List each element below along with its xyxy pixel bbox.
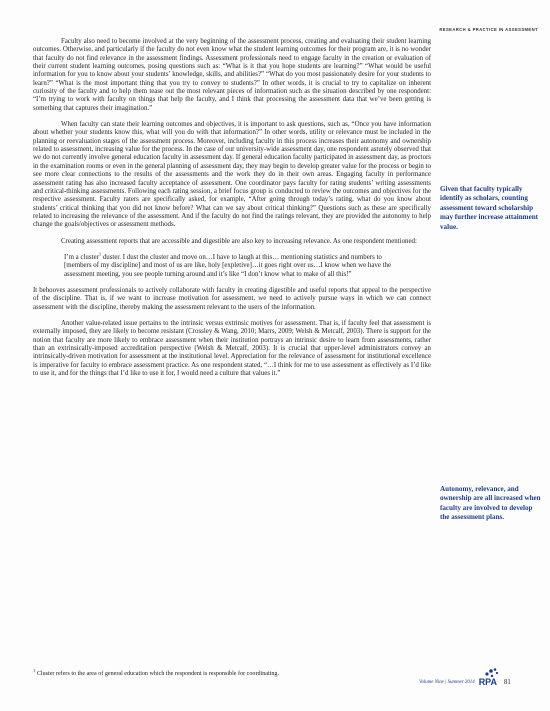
issue-label: Volume Nine | Summer 2014 bbox=[419, 679, 475, 685]
running-head: RESEARCH & PRACTICE IN ASSESSMENT bbox=[439, 27, 538, 32]
page-number: 81 bbox=[504, 678, 511, 686]
pull-quote-scholarship: Given that faculty typically identify as scholars, counting assessment toward scholarship may further increase attainment value. bbox=[440, 185, 539, 231]
footnote bbox=[33, 668, 423, 678]
paragraph-2: When faculty can state their learning outcomes and objectives, it is important to ask questions, such as, “Once you have information about whether your students know this, what will you do with that information?” In other words, utility or relevance must be included in the planning or reevaluation stages of the assessment process. Moreover, including faculty in this process increases their autonomy and ownership related to assessment, increasing value for the process. In the case of our university-wide assessment day, one respondent astutely observed that we do not currently involve general education faculty in assessment day. If general education faculty participated in assessment day, as proctors in the examination rooms or even in the general planning of assessment day, they may begin to develop greater value for the process or begin to see more clear connections to the results of the assessments and the work they do in their own areas. Engaging faculty in performance assessment rating has also increased faculty acceptance of assessment. One coordinator pays faculty for rating students’ writing assessments and critical-thinking assessments. Following each rating session, a brief focus group is conducted to review the outcomes and objectives for the respective assessment. Faculty raters are specifically asked, for example, “After going through today’s rating, what do you know about students’ critical thinking that you did not know before? What can we say about critical thinking?” Questions such as these are specifically related to increasing the relevance of the assessment. And if the faculty do not find the ratings relevant, they are provided the autonomy to help change the goals/objectives or assessment methods. bbox=[33, 121, 431, 229]
rpa-logo: RPA bbox=[478, 677, 498, 687]
footnote-ref: 1 bbox=[98, 251, 102, 257]
page-footer bbox=[419, 677, 511, 687]
paragraph-5: Another value-related issue pertains to the intrinsic versus extrinsic motives for assessment. That is, if faculty feel that assessment is externally imposed, they are likely to become resistant (Crossley & Wang, 2010; Marrs, 2009; Welsh & Metcalf, 2003). There is support for the notion that faculty are more likely to embrace assessment when their institution portrays an intrinsic desire to learn from assessments, rather than an extrinsically-imposed accreditation perspective (Welsh & Metcalf, 2003). It is crucial that upper-level administrators convey an intrinsically-driven motivation for assessment at the institutional level. Appreciation for the relevance of assessment for institutional excellence is imperative for faculty to embrace assessment practice. As one respondent stated, “…I think for me to use assessment as effectively as I’d like to use it, and for the things that I’d like to use it for, I would need a culture that values it.” bbox=[33, 319, 431, 378]
paragraph-3: Creating assessment reports that are accessible and digestible are also key to increasing relevance. As one respondent mentioned: bbox=[61, 237, 417, 245]
paragraph-4: It behooves assessment professionals to actively collaborate with faculty in creating digestible and useful reports that appeal to the perspective of the discipline. That is, if we want to increase motivation for assessment, we need to actively pursue ways in which we can connect assessment with the discipline, thereby making the assessment relevant to the users of the information. bbox=[33, 286, 431, 311]
respondent-quote bbox=[33, 251, 431, 279]
quote-part-b: duster. I dust the cluster and move on…I have to laugh at this… mentioning statistics and numbers to [members of my discipline] and most of us are like, holy [expletive]…it goes right over us…I know when we have the assessment meeting, you see people turning around and it’s like “I don’t know what to make of all this!” bbox=[64, 253, 392, 278]
quote-part-a: I’m a cluster bbox=[64, 253, 99, 261]
paragraph-1: Faculty also need to become involved at the very beginning of the assessment process, creating and evaluating their student learning outcomes. Otherwise, and particularly if the faculty do not even know what the student learning outcomes for their program are, it is no wonder that faculty do not find relevance in the assessment findings. Assessment professionals need to engage faculty in the creation or evaluation of their current student learning outcomes, posing questions such as: “What is it that you hope students are learning?” “What would be useful information for you to know about your students’ knowledge, skills, and abilities?” “What do you most passionately desire for your students to learn?” “What is the most important thing that you try to convey to students?” In other words, it is crucial to try to capitalize on inherent curiosity of the faculty and to help them tease out the most relevant pieces of information such as the situation described by one respondent: “I’m trying to work with faculty on things that help the faculty, and I think that processing the assessment data that we’ve been getting is something that captures their imagination.” bbox=[33, 38, 431, 112]
article-body bbox=[33, 38, 431, 386]
footnote-marker: 1 bbox=[33, 668, 36, 673]
footnote-text: Cluster refers to the area of general education which the respondent is responsible for coordinating. bbox=[35, 671, 279, 678]
pull-quote-autonomy: Autonomy, relevance, and ownership are all increased when faculty are involved to develop the assessment plans. bbox=[440, 485, 541, 522]
